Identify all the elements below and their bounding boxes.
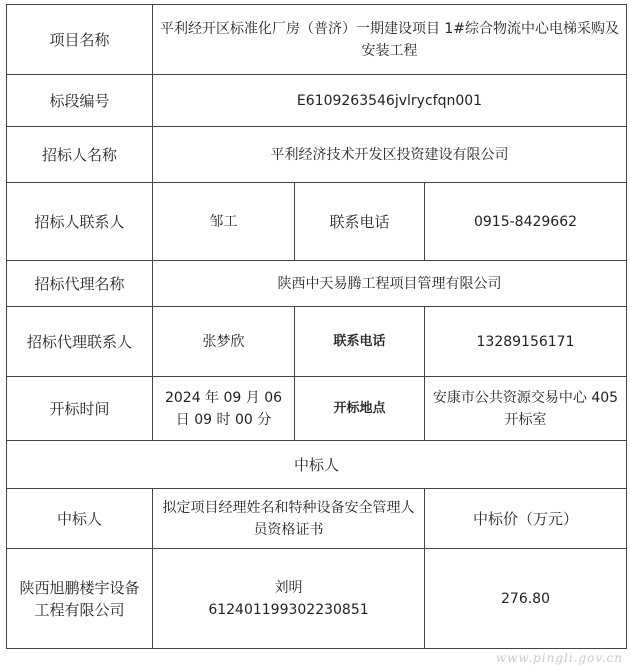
- winner-company: 陕西旭鹏楼宇设备工程有限公司: [7, 549, 153, 649]
- site-watermark: www.pingli.gov.cn: [495, 651, 623, 665]
- price-col-label: 中标价（万元）: [425, 489, 627, 549]
- agent-contact-label: 招标代理联系人: [7, 307, 153, 377]
- tenderer-phone-label: 联系电话: [295, 183, 425, 261]
- row-winner-columns: [7, 489, 627, 549]
- project-name-label: 项目名称: [7, 5, 153, 75]
- tenderer-phone-value: 0915-8429662: [425, 183, 627, 261]
- row-tenderer: [7, 127, 627, 183]
- agent-value: 陕西中天易腾工程项目管理有限公司: [153, 261, 627, 307]
- row-tenderer-contact: [7, 183, 627, 261]
- opening-time-value: 2024 年 09 月 06 日 09 时 00 分: [153, 377, 295, 441]
- staff-col-label: 拟定项目经理姓名和特种设备安全管理人员资格证书: [153, 489, 425, 549]
- agent-phone-label: 联系电话: [295, 307, 425, 377]
- section-code-label: 标段编号: [7, 75, 153, 127]
- agent-phone-value: 13289156171: [425, 307, 627, 377]
- tenderer-contact-name: 邹工: [153, 183, 295, 261]
- opening-place-label: 开标地点: [295, 377, 425, 441]
- winner-staff-cell: [153, 549, 425, 649]
- certificate-number: 612401199302230851: [208, 601, 369, 618]
- row-winner-data: [7, 549, 627, 649]
- tenderer-value: 平利经济技术开发区投资建设有限公司: [153, 127, 627, 183]
- opening-place-value: 安康市公共资源交易中心 405 开标室: [425, 377, 627, 441]
- agent-contact-name: 张梦欣: [153, 307, 295, 377]
- row-section-code: [7, 75, 627, 127]
- winner-section-header: 中标人: [7, 441, 627, 489]
- tenderer-label: 招标人名称: [7, 127, 153, 183]
- tenderer-contact-label: 招标人联系人: [7, 183, 153, 261]
- agent-label: 招标代理名称: [7, 261, 153, 307]
- bid-result-table: [6, 4, 627, 649]
- row-agent-contact: [7, 307, 627, 377]
- row-project-name: [7, 5, 627, 75]
- winner-col-label: 中标人: [7, 489, 153, 549]
- row-opening: [7, 377, 627, 441]
- section-code-value: E6109263546jvlrycfqn001: [153, 75, 627, 127]
- row-agent: [7, 261, 627, 307]
- row-winner-header: [7, 441, 627, 489]
- opening-time-label: 开标时间: [7, 377, 153, 441]
- winner-price: 276.80: [425, 549, 627, 649]
- project-name-value: 平利经开区标准化厂房（普济）一期建设项目 1#综合物流中心电梯采购及安装工程: [153, 5, 627, 75]
- manager-name: 刘明: [274, 579, 303, 596]
